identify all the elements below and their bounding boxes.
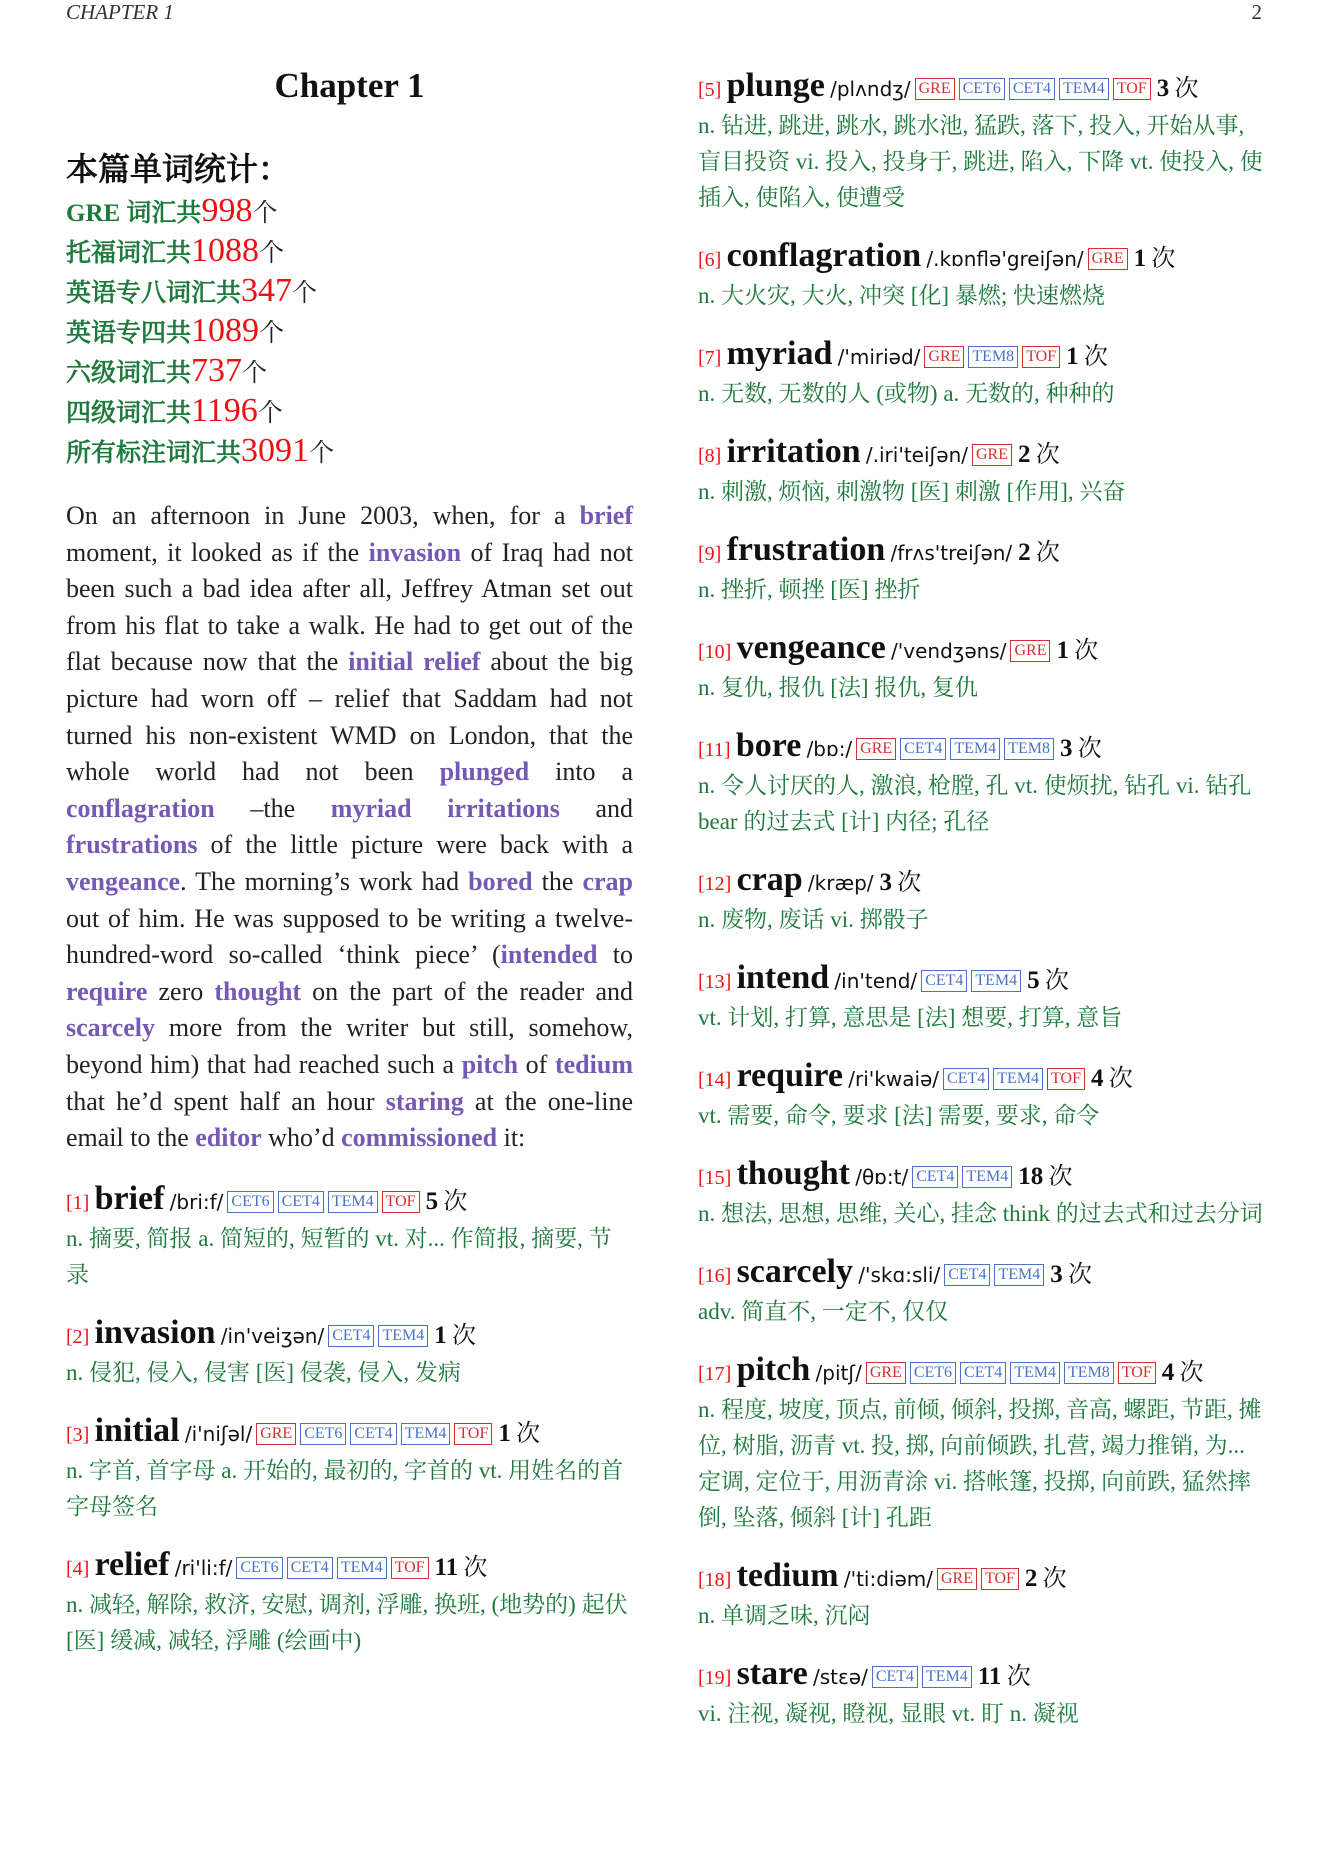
- phonetic: /in'tend/: [834, 969, 918, 993]
- count-unit: 次: [1035, 442, 1060, 468]
- exam-tag: GRE: [856, 738, 896, 760]
- definition: n. 复仇, 报仇 [法] 报仇, 复仇: [698, 675, 978, 700]
- exam-tag: CET4: [350, 1423, 396, 1445]
- headword: invasion: [94, 1313, 216, 1351]
- vocab-list-right: [698, 68, 1264, 1754]
- definition: vt. 计划, 打算, 意思是 [法] 想要, 打算, 意旨: [698, 1005, 1123, 1030]
- phonetic: /θɒ:t/: [855, 1165, 909, 1189]
- headword: myriad: [726, 335, 833, 372]
- stat-row: [66, 432, 633, 472]
- stat-row: [66, 312, 633, 352]
- occurrence-count: 11: [434, 1553, 459, 1581]
- page-header: [66, 0, 1262, 30]
- stat-unit: 个: [252, 200, 278, 227]
- definition: vt. 需要, 命令, 要求 [法] 需要, 要求, 命令: [698, 1103, 1100, 1128]
- stat-label: GRE 词汇共: [66, 200, 202, 227]
- vocab-entry: [698, 238, 1264, 314]
- keyword-highlight: staring: [385, 1086, 464, 1116]
- headword: frustration: [726, 531, 886, 568]
- count-unit: 次: [1083, 344, 1108, 370]
- count-unit: 次: [1077, 736, 1102, 762]
- exam-tag: CET6: [910, 1362, 956, 1384]
- stat-unit: 个: [257, 400, 283, 427]
- headword: scarcely: [736, 1253, 854, 1290]
- running-chapter-label: CHAPTER 1: [66, 0, 174, 24]
- vocab-entry: [66, 1547, 633, 1659]
- exam-tag: TOF: [454, 1423, 492, 1445]
- exam-tag: CET6: [227, 1191, 273, 1213]
- stat-unit: 个: [309, 440, 335, 467]
- chapter-title: Chapter 1: [274, 66, 425, 105]
- entry-head: [698, 862, 1264, 902]
- entry-head: [698, 238, 1264, 278]
- phonetic: /plʌndʒ/: [830, 77, 911, 101]
- stat-count: 998: [201, 192, 253, 229]
- occurrence-count: 3: [879, 869, 893, 896]
- phonetic: /in'veiʒən/: [220, 1323, 325, 1348]
- count-unit: 次: [451, 1322, 476, 1349]
- phonetic: /i'niʃəl/: [184, 1421, 253, 1446]
- stat-count: 737: [191, 352, 243, 389]
- exam-tag: TEM4: [337, 1557, 387, 1579]
- definition: n. 单调乏味, 沉闷: [698, 1603, 871, 1628]
- entry-index: [12]: [698, 873, 732, 895]
- stat-label: 六级词汇共: [66, 360, 192, 387]
- definition: n. 令人讨厌的人, 激浪, 枪膛, 孔 vt. 使烦扰, 钻孔 vi. 钻孔 bear 的过去式 [计] 内径; 孔径: [698, 773, 1252, 834]
- stat-unit: 个: [292, 280, 318, 307]
- entry-head: [698, 336, 1264, 376]
- stat-label: 英语专四共: [66, 320, 192, 347]
- vocab-entry: [698, 1352, 1264, 1536]
- count-unit: 次: [897, 870, 922, 896]
- exam-tag: TEM4: [922, 1666, 972, 1688]
- exam-tag: TOF: [981, 1568, 1019, 1590]
- entry-index: [1]: [66, 1191, 90, 1214]
- phonetic: /pitʃ/: [815, 1361, 862, 1385]
- keyword-highlight: frustrations: [66, 830, 198, 860]
- keyword-highlight: relief: [423, 647, 481, 677]
- entry-head: [66, 1413, 633, 1453]
- entry-index: [4]: [66, 1557, 90, 1580]
- vocab-entry: [698, 1254, 1264, 1330]
- count-unit: 次: [1044, 968, 1069, 994]
- keyword-highlight: invasion: [368, 537, 462, 567]
- count-unit: 次: [443, 1188, 468, 1215]
- count-unit: 次: [1179, 1360, 1204, 1386]
- phonetic: /kræp/: [807, 871, 874, 895]
- entry-head: [698, 1254, 1264, 1294]
- headword: tedium: [736, 1557, 839, 1594]
- stat-unit: 个: [242, 360, 268, 387]
- keyword-highlight: intended: [500, 940, 598, 970]
- exam-tag: CET4: [900, 738, 946, 760]
- headword: intend: [736, 959, 830, 996]
- count-unit: 次: [1048, 1164, 1073, 1190]
- exam-tag: CET4: [944, 1264, 990, 1286]
- occurrence-count: 1: [434, 1321, 447, 1349]
- exam-tag: CET4: [912, 1166, 958, 1188]
- definition: n. 减轻, 解除, 救济, 安慰, 调剂, 浮雕, 换班, (地势的) 起伏 [医] 缓减, 减轻, 浮雕 (绘画中): [66, 1591, 628, 1653]
- occurrence-count: 1: [1056, 637, 1069, 664]
- phonetic: /.iri'teiʃən/: [865, 443, 968, 467]
- entry-head: [698, 434, 1264, 474]
- occurrence-count: 11: [977, 1663, 1002, 1690]
- entry-head: [66, 1315, 633, 1355]
- count-unit: 次: [1042, 1566, 1067, 1592]
- entry-index: [16]: [698, 1265, 732, 1287]
- stat-row: [66, 352, 633, 392]
- entry-index: [5]: [698, 79, 722, 101]
- vocab-entry: [66, 1413, 633, 1525]
- definition: n. 侵犯, 侵入, 侵害 [医] 侵袭, 侵入, 发病: [66, 1359, 461, 1385]
- headword: require: [736, 1057, 843, 1094]
- vocab-entry: [698, 1656, 1264, 1732]
- exam-tag: TEM4: [328, 1191, 378, 1213]
- phonetic: /stɛə/: [812, 1665, 868, 1689]
- keyword-highlight: pitch: [461, 1049, 519, 1079]
- count-unit: 次: [1006, 1664, 1031, 1690]
- vocab-entry: [66, 1315, 633, 1391]
- phonetic: /'ti:diəm/: [843, 1567, 933, 1591]
- count-unit: 次: [1151, 246, 1176, 272]
- stat-count: 347: [241, 272, 293, 309]
- stat-label: 四级词汇共: [66, 400, 192, 427]
- entry-head: [698, 630, 1264, 670]
- headword: pitch: [736, 1351, 811, 1388]
- count-unit: 次: [463, 1554, 488, 1581]
- exam-tag: TOF: [1022, 346, 1060, 368]
- entry-head: [698, 1352, 1264, 1392]
- exam-tag: CET4: [1009, 78, 1055, 100]
- keyword-highlight: plunged: [439, 757, 530, 787]
- exam-tag: CET4: [278, 1191, 324, 1213]
- keyword-highlight: require: [66, 976, 148, 1006]
- keyword-highlight: bored: [468, 866, 533, 896]
- definition: n. 字首, 首字母 a. 开始的, 最初的, 字首的 vt. 用姓名的首字母签名: [66, 1457, 624, 1519]
- keyword-highlight: crap: [582, 866, 634, 896]
- vocab-entry: [698, 630, 1264, 706]
- headword: crap: [736, 861, 803, 898]
- stats-title: 本篇单词统计：: [66, 151, 291, 187]
- definition: n. 程度, 坡度, 顶点, 前倾, 倾斜, 投掷, 音高, 螺距, 节距, 摊位, 树脂, 沥青 vt. 投, 掷, 向前倾跌, 扎营, 竭力推销, 为... 定调, 定位于, 用沥青涂 vi. 搭帐篷, 投掷, 向前跌, 猛然摔倒, 坠落, 倾斜 [计] 孔距: [698, 1397, 1262, 1530]
- exam-tag: GRE: [937, 1568, 977, 1590]
- exam-tag: GRE: [256, 1423, 296, 1445]
- stat-label: 托福词汇共: [66, 240, 192, 267]
- exam-tag: GRE: [866, 1362, 906, 1384]
- exam-tag: CET4: [287, 1557, 333, 1579]
- occurrence-count: 1: [1066, 343, 1079, 370]
- entry-head: [66, 1181, 633, 1221]
- phonetic: /bri:f/: [169, 1189, 224, 1214]
- exam-tag: CET4: [872, 1666, 918, 1688]
- page-number: 2: [1251, 0, 1262, 24]
- entry-head: [698, 960, 1264, 1000]
- entry-head: [66, 1547, 633, 1587]
- stat-unit: 个: [259, 320, 285, 347]
- entry-index: [6]: [698, 249, 722, 271]
- stat-count: 1196: [191, 392, 258, 429]
- exam-tag: GRE: [924, 346, 964, 368]
- entry-index: [8]: [698, 445, 722, 467]
- entry-index: [13]: [698, 971, 732, 993]
- occurrence-count: 1: [498, 1419, 511, 1447]
- count-unit: 次: [1035, 540, 1060, 566]
- keyword-highlight: thought: [214, 976, 302, 1006]
- definition: n. 钻进, 跳进, 跳水, 跳水池, 猛跌, 落下, 投入, 开始从事, 盲目投资 vi. 投入, 投身于, 跳进, 陷入, 下降 vt. 使投入, 使插入, 使陷入, 使遭受: [698, 113, 1263, 210]
- exam-tag: TOF: [1113, 78, 1151, 100]
- occurrence-count: 4: [1161, 1359, 1175, 1386]
- definition: n. 挫折, 顿挫 [医] 挫折: [698, 577, 921, 602]
- entry-index: [18]: [698, 1569, 732, 1591]
- count-unit: 次: [1108, 1066, 1133, 1092]
- reading-passage: On an afternoon in June 2003, when, for a brief moment, it looked as if the invasion of Iraq had not been such a bad idea after all, Jeffrey Atman set out from his flat to take a walk. He had to get out of the flat because now that the initial relief about the big picture had worn off – relief that Saddam had not turned his non-existent WMD on London, that the whole world had not been plunged into a conflagration –the myriad irritations and frustrations of the little picture were back with a vengeance. The morning’s work had bored the crap out of him. He was supposed to be writing a twelve-hundred-word so-called ‘think piece’ (intended to require zero thought on the part of the reader and scarcely more from the writer but still, somehow, beyond him) that had reached such a pitch of tedium that he’d spent half an hour staring at the one-line email to the editor who’d commissioned it:: [66, 501, 634, 1153]
- stat-count: 1088: [191, 232, 260, 269]
- phonetic: /bɒ:/: [806, 737, 853, 761]
- occurrence-count: 5: [425, 1187, 439, 1215]
- entry-index: [19]: [698, 1667, 732, 1689]
- keyword-highlight: scarcely: [66, 1013, 156, 1043]
- entry-head: [698, 1058, 1264, 1098]
- occurrence-count: 3: [1050, 1261, 1063, 1288]
- phonetic: /ri'kwaiə/: [848, 1067, 940, 1091]
- stat-label: 英语专八词汇共: [66, 280, 242, 307]
- stat-count: 3091: [241, 432, 310, 469]
- exam-tag: CET6: [236, 1557, 282, 1579]
- entry-index: [9]: [698, 543, 722, 565]
- exam-tag: TEM8: [1064, 1362, 1114, 1384]
- exam-tag: TOF: [1047, 1068, 1085, 1090]
- definition: n. 摘要, 简报 a. 简短的, 短暂的 vt. 对... 作简报, 摘要, 节录: [66, 1225, 612, 1287]
- headword: bore: [735, 727, 802, 764]
- vocab-entry: [698, 1156, 1264, 1232]
- phonetic: /'skɑ:sli/: [858, 1263, 941, 1287]
- exam-tag: TEM4: [1059, 78, 1109, 100]
- exam-tag: CET4: [921, 970, 967, 992]
- entry-head: [698, 68, 1264, 108]
- vocab-entry: [698, 728, 1264, 840]
- headword: vengeance: [736, 629, 886, 666]
- entry-index: [3]: [66, 1423, 90, 1446]
- exam-tag: TEM4: [950, 738, 1000, 760]
- keyword-highlight: brief: [579, 501, 633, 530]
- vocab-entry: [698, 434, 1264, 510]
- entry-index: [7]: [698, 347, 722, 369]
- entry-index: [10]: [698, 641, 732, 663]
- exam-tag: GRE: [1088, 248, 1128, 270]
- definition: vi. 注视, 凝视, 瞪视, 显眼 vt. 盯 n. 凝视: [698, 1701, 1079, 1726]
- headword: initial: [94, 1411, 180, 1449]
- exam-tag: CET6: [959, 78, 1005, 100]
- definition: n. 无数, 无数的人 (或物) a. 无数的, 种种的: [698, 381, 1115, 406]
- phonetic: /'vendʒəns/: [891, 639, 1007, 663]
- word-stats: [66, 144, 633, 472]
- exam-tag: CET6: [300, 1423, 346, 1445]
- occurrence-count: 5: [1027, 967, 1040, 994]
- entry-index: [2]: [66, 1325, 90, 1348]
- exam-tag: CET4: [960, 1362, 1006, 1384]
- vocab-entry: [698, 336, 1264, 412]
- entry-head: [698, 1656, 1264, 1696]
- phonetic: /ri'li:f/: [174, 1555, 233, 1580]
- keyword-highlight: commissioned: [341, 1123, 498, 1153]
- definition: n. 刺激, 烦恼, 刺激物 [医] 刺激 [作用], 兴奋: [698, 479, 1126, 504]
- keyword-highlight: editor: [195, 1123, 262, 1153]
- keyword-highlight: conflagration: [66, 793, 215, 823]
- vocab-entry: [698, 68, 1264, 216]
- exam-tag: TEM8: [1004, 738, 1054, 760]
- exam-tag: GRE: [915, 78, 955, 100]
- exam-tag: TOF: [1118, 1362, 1156, 1384]
- stat-row: [66, 392, 633, 432]
- keyword-highlight: tedium: [554, 1049, 633, 1079]
- phonetic: /'miriəd/: [837, 345, 921, 369]
- count-unit: 次: [1074, 638, 1099, 664]
- headword: stare: [736, 1655, 808, 1692]
- keyword-highlight: myriad: [330, 793, 412, 823]
- exam-tag: GRE: [972, 444, 1012, 466]
- stat-label: 所有标注词汇共: [66, 440, 242, 467]
- definition: n. 废物, 废话 vi. 掷骰子: [698, 907, 929, 932]
- vocab-entry: [698, 960, 1264, 1036]
- entry-index: [17]: [698, 1363, 732, 1385]
- occurrence-count: 4: [1090, 1065, 1104, 1092]
- occurrence-count: 18: [1018, 1163, 1044, 1190]
- exam-tag: TEM4: [378, 1325, 428, 1347]
- vocab-entry: [698, 862, 1264, 938]
- entry-index: [15]: [698, 1167, 732, 1189]
- stat-unit: 个: [259, 240, 285, 267]
- keyword-highlight: vengeance: [66, 866, 181, 896]
- phonetic: /frʌs'treiʃən/: [890, 541, 1013, 565]
- vocab-entry: [66, 1181, 633, 1293]
- exam-tag: TEM8: [968, 346, 1018, 368]
- exam-tag: TOF: [382, 1191, 420, 1213]
- definition: n. 大火灾, 大火, 冲突 [化] 暴燃; 快速燃烧: [698, 283, 1105, 308]
- entry-index: [11]: [698, 739, 731, 761]
- definition: adv. 简直不, 一定不, 仅仅: [698, 1299, 949, 1324]
- entry-head: [698, 728, 1264, 768]
- exam-tag: TEM4: [962, 1166, 1012, 1188]
- count-unit: 次: [1174, 76, 1199, 102]
- exam-tag: TEM4: [994, 1264, 1044, 1286]
- headword: conflagration: [726, 237, 922, 274]
- exam-tag: TEM4: [1010, 1362, 1060, 1384]
- vocab-entry: [698, 1558, 1264, 1634]
- stat-row: [66, 272, 633, 312]
- headword: plunge: [726, 67, 825, 104]
- stat-row: [66, 192, 633, 232]
- exam-tag: TEM4: [401, 1423, 451, 1445]
- occurrence-count: 2: [1017, 441, 1031, 468]
- exam-tag: CET4: [943, 1068, 989, 1090]
- headword: thought: [736, 1155, 850, 1192]
- count-unit: 次: [1067, 1262, 1092, 1288]
- headword: irritation: [726, 433, 861, 470]
- occurrence-count: 2: [1024, 1565, 1038, 1592]
- entry-head: [698, 532, 1264, 572]
- exam-tag: TOF: [391, 1557, 429, 1579]
- stat-count: 1089: [191, 312, 260, 349]
- vocab-entry: [698, 532, 1264, 608]
- exam-tag: GRE: [1010, 640, 1050, 662]
- occurrence-count: 1: [1133, 245, 1147, 272]
- occurrence-count: 3: [1059, 735, 1073, 762]
- vocab-list-left: [66, 1181, 633, 1659]
- keyword-highlight: irritations: [447, 793, 560, 823]
- entry-head: [698, 1156, 1264, 1196]
- vocab-entry: [698, 1058, 1264, 1134]
- stats-rows: [66, 192, 633, 472]
- entry-index: [14]: [698, 1069, 732, 1091]
- left-column: [66, 66, 633, 1681]
- headword: relief: [94, 1545, 170, 1583]
- definition: n. 想法, 思想, 思维, 关心, 挂念 think 的过去式和过去分词: [698, 1201, 1263, 1226]
- keyword-highlight: initial: [348, 647, 414, 677]
- exam-tag: TEM4: [993, 1068, 1043, 1090]
- phonetic: /.kɒnflə'greiʃən/: [926, 247, 1084, 271]
- count-unit: 次: [516, 1420, 541, 1447]
- exam-tag: TEM4: [971, 970, 1021, 992]
- occurrence-count: 3: [1156, 75, 1170, 102]
- stat-row: [66, 232, 633, 272]
- entry-head: [698, 1558, 1264, 1598]
- headword: brief: [94, 1179, 165, 1217]
- occurrence-count: 2: [1018, 539, 1031, 566]
- exam-tag: CET4: [328, 1325, 374, 1347]
